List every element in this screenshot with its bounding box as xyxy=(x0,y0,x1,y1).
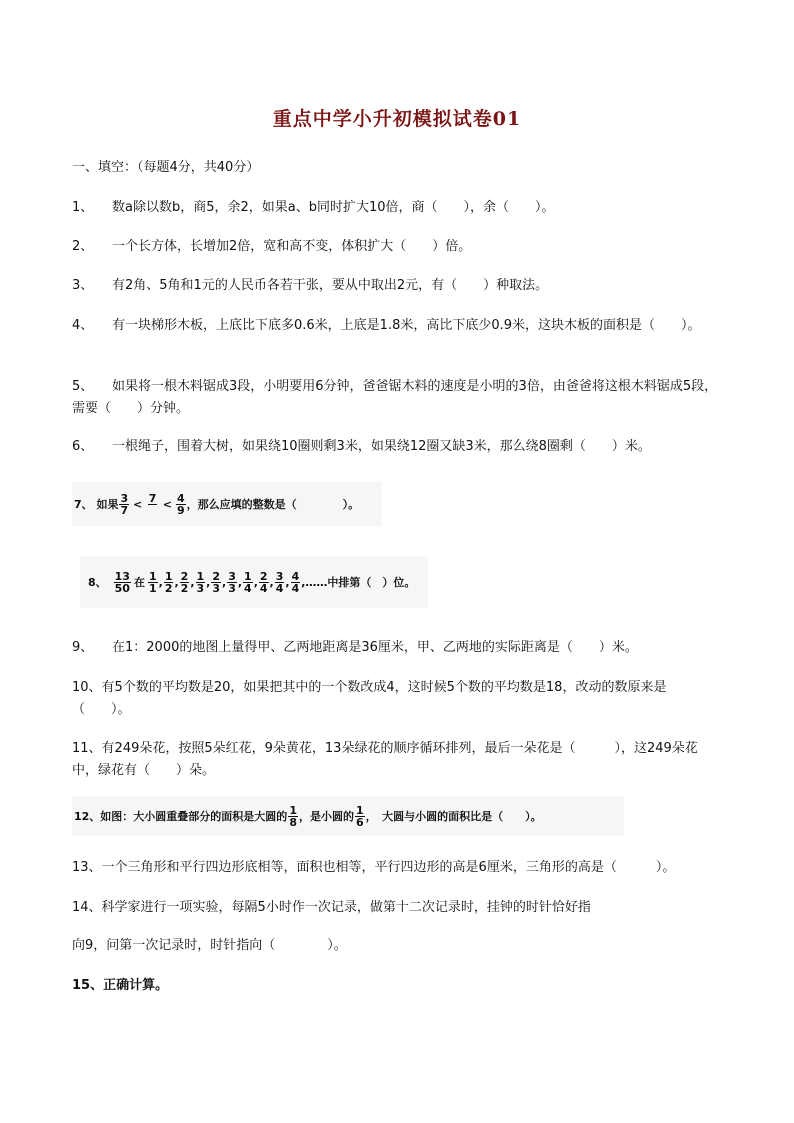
numerator: 3 xyxy=(120,491,129,505)
question-14-line-1: 14、科学家进行一项实验，每隔5小时作一次记录，做第十二次记录时，挂钟的时针恰好指 xyxy=(72,900,591,915)
question-2 xyxy=(72,236,471,258)
question-number: 9、 xyxy=(72,640,94,655)
question-number: 3、 xyxy=(72,278,94,293)
question-8-prefix: 8、 xyxy=(88,576,107,589)
question-text: 一根绳子，围着大树，如果绕10圈则剩3米，如果绕12圈又缺3米，那么绕8圈剩（ ）米。 xyxy=(112,439,651,454)
numerator: 2 xyxy=(180,569,189,583)
less-than-sign: < xyxy=(162,497,172,511)
comma: , xyxy=(190,575,195,589)
question-14-line-2: 向9，问第一次记录时，时针指向（ ）。 xyxy=(72,938,347,953)
question-text: 数a除以数b，商5，余2，如果a、b同时扩大10倍，商（ ），余（ ）。 xyxy=(112,200,555,215)
question-13: 13、一个三角形和平行四边形底相等，面积也相等，平行四边形的高是6厘米，三角形的高是（ ）。 xyxy=(72,860,676,875)
denominator: 2 xyxy=(164,581,173,595)
numerator: 1 xyxy=(148,569,157,583)
question-1 xyxy=(72,197,555,219)
comma: , xyxy=(222,575,227,589)
denominator: 2 xyxy=(180,581,189,595)
sequence-fraction xyxy=(259,571,269,594)
denominator: 6 xyxy=(355,815,364,829)
sequence-fraction xyxy=(148,571,158,594)
comma: , xyxy=(206,575,211,589)
numerator: 13 xyxy=(114,569,130,583)
numerator: 4 xyxy=(291,569,300,583)
denominator: 4 xyxy=(244,581,252,595)
denominator: 1 xyxy=(148,581,157,595)
comma: , xyxy=(158,575,163,589)
fraction-3-7 xyxy=(119,493,129,516)
denominator: 3 xyxy=(228,581,236,595)
question-11: 11、有249朵花，按照5朵红花，9朵黄花，13朵绿花的顺序循环排列，最后一朵花是（ ），这249朵花中，绿花有（ ）朵。 xyxy=(72,741,698,778)
numerator: 1 xyxy=(244,569,252,583)
numerator: 2 xyxy=(259,569,268,583)
numerator: 3 xyxy=(228,569,236,583)
question-8-image xyxy=(80,556,428,608)
numerator: 2 xyxy=(212,569,220,583)
question-6 xyxy=(72,436,651,458)
fraction-sequence xyxy=(147,571,305,594)
sequence-fraction xyxy=(164,571,174,594)
question-12-mid: ，是小圆的 xyxy=(298,810,354,823)
comma: , xyxy=(301,575,306,589)
numerator: 3 xyxy=(275,569,284,583)
denominator: 3 xyxy=(196,581,205,595)
question-8-suffix: ……中排第（ ）位。 xyxy=(305,576,416,589)
question-12-image xyxy=(72,796,624,836)
fraction-1-6 xyxy=(355,805,365,828)
comma: , xyxy=(237,575,243,589)
page-title: 重点中学小升初模拟试卷01 xyxy=(272,108,522,130)
sequence-fraction xyxy=(227,571,237,594)
comma: , xyxy=(174,575,179,589)
comma: , xyxy=(253,575,258,589)
question-12-prefix: 12、如图：大小圆重叠部分的面积是大圆的 xyxy=(74,810,288,823)
sequence-fraction xyxy=(180,571,190,594)
denominator-blank: □ xyxy=(147,503,158,517)
question-7-close: ）。 xyxy=(342,498,360,511)
question-5 xyxy=(72,376,720,420)
zai-text: 在 xyxy=(133,576,145,589)
sequence-fraction xyxy=(196,571,206,594)
denominator: 7 xyxy=(120,503,129,517)
numerator: 7 xyxy=(148,491,157,505)
question-7-image xyxy=(72,482,382,526)
denominator: 9 xyxy=(176,503,185,517)
question-number: 5、 xyxy=(72,379,94,394)
fraction-1-8 xyxy=(288,805,298,828)
question-number: 2、 xyxy=(72,239,94,254)
question-text: 在1：2000的地图上量得甲、乙两地距离是36厘米，甲、乙两地的实际距离是（ ）米。 xyxy=(112,640,638,655)
question-10: 10、有5个数的平均数是20，如果把其中的一个数改成4，这时候5个数的平均数是18，改动的数原来是（ ）。 xyxy=(72,680,667,717)
question-7-suffix: ，那么应填的整数是（ xyxy=(186,498,297,511)
numerator: 1 xyxy=(355,803,364,817)
question-number: 6、 xyxy=(72,439,94,454)
denominator: 50 xyxy=(114,581,130,595)
less-than-sign: < xyxy=(133,497,143,511)
question-4 xyxy=(72,315,720,337)
comma: , xyxy=(269,575,274,589)
denominator: 4 xyxy=(275,581,284,595)
question-12-suffix: ， 大圆与小圆的面积比是（ ）。 xyxy=(365,810,542,823)
numerator: 1 xyxy=(164,569,173,583)
question-3 xyxy=(72,275,548,297)
section-heading: 一、填空：（每题4分，共40分） xyxy=(72,160,260,175)
question-text: 如果将一根木料锯成3段，小明要用6分钟，爸爸锯木料的速度是小明的3倍，由爸爸将这根木料锯成5段，需要（ ）分钟。 xyxy=(72,379,718,416)
sequence-fraction xyxy=(211,571,221,594)
question-9 xyxy=(72,637,638,659)
denominator: 8 xyxy=(289,815,297,829)
sequence-fraction xyxy=(275,571,285,594)
question-number: 1、 xyxy=(72,200,94,215)
section-15-heading: 15、正确计算。 xyxy=(72,978,169,993)
question-text: 有一块梯形木板，上底比下底多0.6米，上底是1.8米，高比下底少0.9米，这块木板的面积是（ ）。 xyxy=(112,318,701,333)
denominator: 4 xyxy=(259,581,268,595)
numerator: 1 xyxy=(196,569,205,583)
question-7-prefix: 7、 如果 xyxy=(74,498,119,511)
fraction-4-9 xyxy=(176,493,186,516)
fraction-13-50 xyxy=(114,571,131,594)
numerator: 1 xyxy=(289,803,297,817)
denominator: 4 xyxy=(291,581,300,595)
question-text: 一个长方体，长增加2倍，宽和高不变，体积扩大（ ）倍。 xyxy=(112,239,472,254)
fraction-7-blank xyxy=(146,493,158,516)
sequence-fraction xyxy=(243,571,253,594)
numerator: 4 xyxy=(176,491,185,505)
question-number: 4、 xyxy=(72,318,94,333)
denominator: 3 xyxy=(212,581,220,595)
sequence-fraction xyxy=(291,571,301,594)
comma: , xyxy=(285,575,290,589)
question-text: 有2角、5角和1元的人民币各若干张，要从中取出2元，有（ ）种取法。 xyxy=(112,278,549,293)
